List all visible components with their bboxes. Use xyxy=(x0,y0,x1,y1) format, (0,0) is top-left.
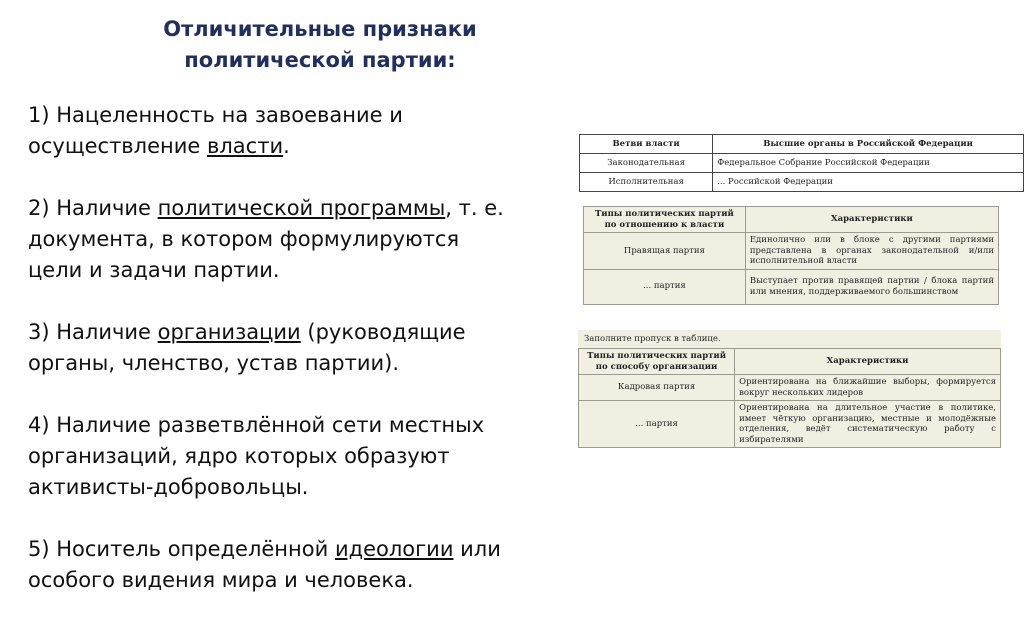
title-line-1: Отличительные признаки xyxy=(163,17,477,41)
table-cell: Законодательная xyxy=(580,154,713,173)
item-text: Наличие разветвлённой сети местных xyxy=(56,413,485,437)
table-cell: Правящая партия xyxy=(584,233,746,270)
item-text: или xyxy=(453,537,501,561)
item-text: осуществление xyxy=(28,134,207,158)
table-cell: Ориентирована на ближайшие выборы, формируется вокруг нескольких лидеров xyxy=(735,375,1001,401)
item-number: 3) xyxy=(28,320,57,344)
item-text: Носитель определённой xyxy=(56,537,335,561)
item-number: 5) xyxy=(28,537,57,561)
item-text: . xyxy=(283,134,290,158)
table-caption: Заполните пропуск в таблице. xyxy=(584,334,721,344)
key-term: идеологии xyxy=(334,537,454,561)
key-term: политической программы xyxy=(157,196,446,220)
table-row xyxy=(579,375,1001,401)
branches-of-power-table xyxy=(579,134,1024,192)
item-text: Нацеленность на завоевание и xyxy=(56,103,403,127)
key-term: власти xyxy=(207,134,284,158)
item-number: 4) xyxy=(28,413,57,437)
table-header-cell: Характеристики xyxy=(735,349,1001,375)
list-item xyxy=(28,100,628,162)
table-cell: ... Российской Федерации xyxy=(713,173,1024,192)
item-text: , т. е. xyxy=(445,196,504,220)
party-types-by-organization-table xyxy=(578,330,1001,448)
table-cell: Единолично или в блоке с другими партиями представлена в органах законодательной и/или исполнительной власти xyxy=(745,233,998,270)
table-cell: Исполнительная xyxy=(580,173,713,192)
table-header-cell: Типы политических партий по способу организации xyxy=(579,349,735,375)
item-number: 1) xyxy=(28,103,57,127)
item-text: документа, в котором формулируются xyxy=(28,227,460,251)
item-text: особого видения мира и человека. xyxy=(28,568,414,592)
table-row xyxy=(580,154,1024,173)
table-cell: Ориентирована на длительное участие в политике, имеет чёткую организацию, местные и молодёжные отделения, ведёт систематическую работу с избирателями xyxy=(735,401,1001,448)
table-row xyxy=(584,269,999,304)
table-cell: ... партия xyxy=(584,269,746,304)
item-text: органы, членство, устав партии). xyxy=(28,351,400,375)
party-types-by-power-table xyxy=(583,206,999,305)
table-header-cell: Ветви власти xyxy=(580,135,713,154)
item-text: активисты-добровольцы. xyxy=(28,475,309,499)
slide-title xyxy=(110,14,530,76)
item-number: 2) xyxy=(28,196,57,220)
item-text: организаций, ядро которых образуют xyxy=(28,444,450,468)
table-header-cell: Типы политических партий по отношению к власти xyxy=(584,207,746,233)
list-item xyxy=(28,193,628,286)
key-term: организации xyxy=(157,320,301,344)
table-header-cell: Характеристики xyxy=(745,207,998,233)
item-text: Наличие xyxy=(56,320,158,344)
table-row xyxy=(580,173,1024,192)
item-text: Наличие xyxy=(56,196,158,220)
table-row xyxy=(584,233,999,270)
table-header-cell: Высшие органы в Российской Федерации xyxy=(713,135,1024,154)
table-cell: Выступает против правящей партии / блока партий или мнения, поддерживаемого большинством xyxy=(745,269,998,304)
table-cell: Федеральное Собрание Российской Федерации xyxy=(713,154,1024,173)
item-text: цели и задачи партии. xyxy=(28,258,280,282)
table-cell: ... партия xyxy=(579,401,735,448)
list-item xyxy=(28,410,628,503)
title-line-2: политической партии: xyxy=(184,48,456,72)
features-list xyxy=(28,100,628,627)
item-text: (руководящие xyxy=(300,320,466,344)
list-item xyxy=(28,317,628,379)
list-item xyxy=(28,534,628,596)
table-cell: Кадровая партия xyxy=(579,375,735,401)
table-row xyxy=(579,401,1001,448)
